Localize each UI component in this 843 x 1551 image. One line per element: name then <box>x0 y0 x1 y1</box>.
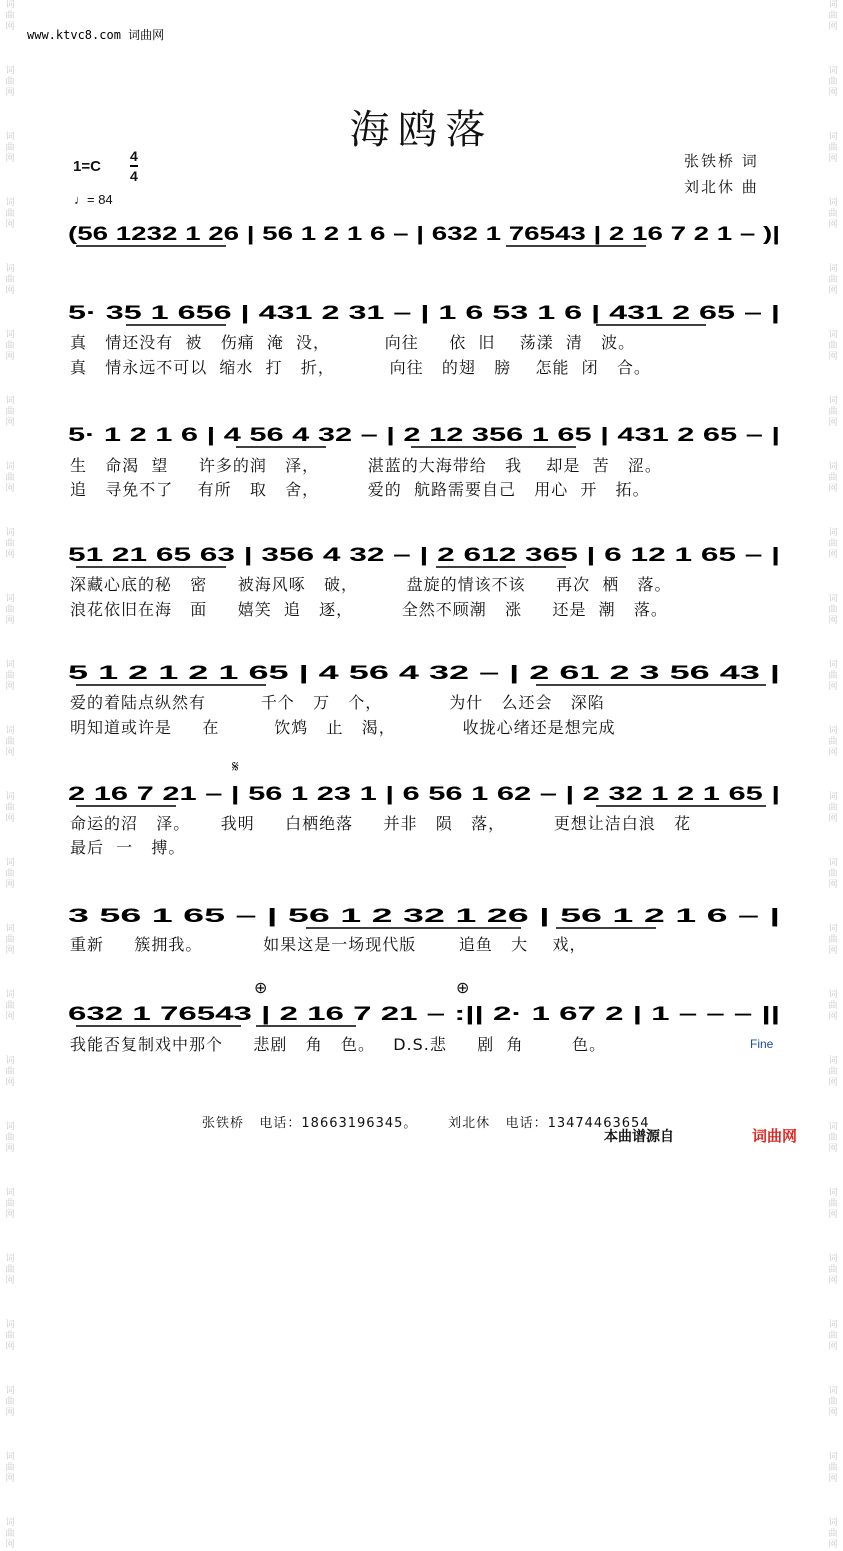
notes-8: 632 1 76543 | 2 16 7 21 – :|| 2· 1 67 2 | 1 – – – || <box>68 1004 780 1025</box>
lyric-4b: 浪花依旧在海 面 嬉笑 追 逐， 全然不顾潮 涨 还是 潮 落。 <box>70 600 668 619</box>
segno-mark: 𝄋 <box>232 757 239 776</box>
coda-mark-1: ⊕ <box>254 978 268 997</box>
fine-mark: Fine <box>750 1037 774 1051</box>
notes-5: 5 1 2 1 2 1 65 | 4 56 4 32 – | 2 61 2 3 56 43 | <box>68 663 780 684</box>
brand-logo[interactable]: 词曲网 <box>752 1127 798 1145</box>
site-url[interactable]: www.ktvc8.com 词曲网 <box>27 28 165 42</box>
notes-1: (56 1232 1 26 | 56 1 2 1 6 – | 632 1 76543 | 2 16 7 2 1 – )| <box>68 224 780 245</box>
system-2 <box>66 295 786 329</box>
lyric-6b: 最后 一 搏。 <box>70 838 186 857</box>
lyric-4a: 深藏心底的秘 密 被海风啄 破， 盘旋的情该不该 再次 栖 落。 <box>70 575 672 594</box>
time-top: 4 <box>130 148 138 164</box>
notes-2: 5· 35 1 656 | 431 2 31 – | 1 6 53 1 6 | 431 2 65 – | <box>68 303 780 324</box>
system-1-notes <box>66 216 786 246</box>
notes-7: 3 56 1 65 – | 56 1 2 32 1 26 | 56 1 2 1 6 – | <box>68 906 780 927</box>
lyric-2a: 真 情还没有 被 伤痛 淹 没， 向往 依 旧 荡漾 清 波。 <box>70 333 636 352</box>
time-bottom: 4 <box>130 168 138 184</box>
system-6 <box>66 776 786 810</box>
lyric-8a: 我能否复制戏中那个 悲剧 角 色。 D.S.悲 剧 角 色。 <box>70 1035 607 1054</box>
lyric-5b: 明知道或许是 在 饮鸩 止 渴， 收拢心绪还是想完成 <box>70 718 616 737</box>
notes-3: 5· 1 2 1 6 | 4 56 4 32 – | 2 12 356 1 65 | 431 2 65 – | <box>68 425 780 446</box>
notes-4: 51 21 65 63 | 356 4 32 – | 2 612 365 | 6 12 1 65 – | <box>68 545 780 566</box>
lyric-5a: 爱的着陆点纵然有 千个 万 个， 为什 么还会 深陷 <box>70 693 605 712</box>
lyric-3b: 追 寻免不了 有所 取 舍， 爱的 航路需要自己 用心 开 拓。 <box>70 480 650 499</box>
source-label: 本曲谱源自 <box>604 1129 674 1145</box>
coda-mark-2: ⊕ <box>456 978 470 997</box>
system-3 <box>66 417 786 451</box>
time-signature <box>130 148 138 184</box>
lyric-2b: 真 情永远不可以 缩水 打 折， 向往 的翅 膀 怎能 闭 合。 <box>70 358 651 377</box>
watermark-right: 词 曲 网 词 曲 网 词 曲 网 词 曲 网 词 曲 网 词 曲 网 词 曲 网 词 曲 网 词 曲 网 词 曲 网 词 曲 网 词 曲 网 词 曲 网 词 曲 网 词 曲 网 词 曲 网 词 曲 网 词 曲 网 词 曲 网 词 曲 网 词 曲 网 词 曲 网 词 曲 网 词 曲 网 <box>828 0 838 1550</box>
notes-6: 2 16 7 21 – | 56 1 23 1 | 6 56 1 62 – | 2 32 1 2 1 65 | <box>68 784 780 805</box>
system-7 <box>66 898 786 932</box>
system-4 <box>66 537 786 571</box>
lyricist-credit: 张铁桥 词 <box>684 152 759 170</box>
key-signature: 1=C <box>73 158 101 175</box>
system-1 <box>66 216 786 250</box>
system-8 <box>66 996 786 1030</box>
watermark-left: 词 曲 网 词 曲 网 词 曲 网 词 曲 网 词 曲 网 词 曲 网 词 曲 网 词 曲 网 词 曲 网 词 曲 网 词 曲 网 词 曲 网 词 曲 网 词 曲 网 词 曲 网 词 曲 网 词 曲 网 词 曲 网 词 曲 网 词 曲 网 词 曲 网 词 曲 网 词 曲 网 词 曲 网 <box>5 0 15 1550</box>
lyric-3a: 生 命渴 望 许多的润 泽， 湛蓝的大海带给 我 却是 苦 涩。 <box>70 456 662 475</box>
system-5 <box>66 655 786 689</box>
song-title: 海鸥落 <box>349 107 494 153</box>
contact-footer: 张铁桥 电话：18663196345。 刘北休 电话：13474463654 <box>202 1116 650 1131</box>
lyric-7a: 重新 簇拥我。 如果这是一场现代版 追鱼 大 戏， <box>70 935 587 954</box>
composer-credit: 刘北休 曲 <box>684 178 759 196</box>
lyric-6a: 命运的沼 泽。 我明 白栖绝落 并非 陨 落， 更想让洁白浪 花 <box>70 814 692 833</box>
tempo-marking: ♩= 84 <box>74 192 113 207</box>
